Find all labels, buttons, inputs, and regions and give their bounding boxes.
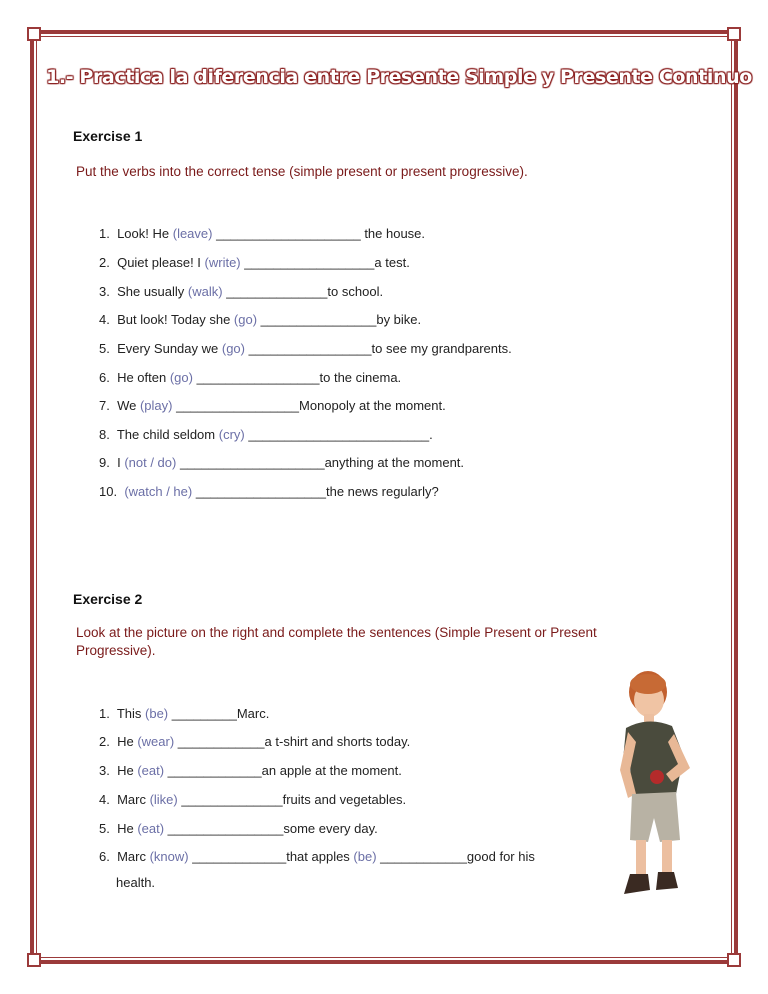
exercise-2-item	[99, 763, 402, 778]
verb-hint: (eat)	[137, 821, 165, 836]
answer-blank[interactable]: ________________	[164, 821, 284, 836]
answer-blank[interactable]: ____________	[376, 849, 467, 864]
item-text: to school.	[327, 284, 384, 299]
item-text: to the cinema.	[319, 370, 402, 385]
item-text: some every day.	[283, 821, 378, 836]
verb-hint: (cry)	[218, 427, 245, 442]
answer-blank[interactable]: _________________	[244, 341, 372, 356]
answer-blank[interactable]: ________________	[257, 312, 377, 327]
boy-picture	[614, 670, 714, 906]
item-number: 1.	[99, 226, 110, 241]
item-text: Marc	[117, 849, 150, 864]
exercise-1-item	[99, 312, 421, 327]
item-number: 8.	[99, 427, 110, 442]
verb-hint: (walk)	[187, 284, 223, 299]
verb-hint: (play)	[139, 398, 173, 413]
item-text: by bike.	[376, 312, 422, 327]
exercise-2-instructions-line2: Progressive).	[76, 643, 156, 658]
item-number: 6.	[99, 370, 110, 385]
frame-corner	[27, 953, 41, 967]
exercise-1-item	[99, 255, 410, 270]
answer-blank[interactable]: _____________	[188, 849, 287, 864]
exercise-1-heading: Exercise 1	[73, 128, 143, 144]
item-text: He often	[117, 370, 170, 385]
exercise-2-heading: Exercise 2	[73, 591, 143, 607]
item-number: 4.	[99, 312, 110, 327]
exercise-2-instructions-line1: Look at the picture on the right and complete the sentences (Simple Present or Present	[76, 625, 597, 640]
verb-hint: (go)	[169, 370, 193, 385]
item-text: This	[116, 706, 146, 721]
item-number: 6.	[99, 849, 110, 864]
answer-blank[interactable]: _________________	[172, 398, 300, 413]
item-text: She usually	[117, 284, 188, 299]
item-text: .	[429, 427, 433, 442]
verb-hint: (eat)	[137, 763, 165, 778]
verb-hint: (go)	[233, 312, 258, 327]
verb-hint: (leave)	[172, 226, 213, 241]
verb-hint: (write)	[204, 255, 241, 270]
verb-hint: (not / do)	[124, 455, 177, 470]
item-text: that apples	[286, 849, 354, 864]
frame-corner	[727, 953, 741, 967]
answer-blank[interactable]: __________________	[240, 255, 375, 270]
item-text: the news regularly?	[326, 484, 439, 499]
exercise-1-item	[99, 484, 439, 499]
verb-hint: (know)	[149, 849, 189, 864]
exercise-1-item	[99, 398, 446, 413]
exercise-2-item	[99, 849, 535, 864]
item-number: 5.	[99, 341, 110, 356]
exercise-1-instructions: Put the verbs into the correct tense (simple present or present progressive).	[76, 164, 528, 179]
answer-blank[interactable]: ______________	[177, 792, 283, 807]
verb-hint: (be)	[353, 849, 377, 864]
item-text: Marc	[117, 792, 150, 807]
item-text: good for his	[466, 849, 535, 864]
item-number: 9.	[99, 455, 110, 470]
item-text: He	[117, 763, 138, 778]
answer-blank[interactable]: ______________	[222, 284, 328, 299]
frame-corner	[727, 27, 741, 41]
item-text: Quiet please! I	[117, 255, 205, 270]
item-text: I	[117, 455, 125, 470]
item-number: 1.	[99, 706, 110, 721]
item-text: an apple at the moment.	[261, 763, 402, 778]
verb-hint: (watch / he)	[124, 484, 193, 499]
answer-blank[interactable]: _________________________	[244, 427, 430, 442]
exercise-2-item	[99, 792, 406, 807]
item-text: But look! Today she	[117, 312, 234, 327]
item-text: a t-shirt and shorts today.	[264, 734, 411, 749]
item-text: We	[117, 398, 140, 413]
item-text: a test.	[374, 255, 410, 270]
exercise-1-item	[99, 370, 401, 385]
item-number: 2.	[99, 255, 110, 270]
item-text: He	[117, 821, 138, 836]
item-text: the house.	[364, 226, 426, 241]
item-number: 10.	[99, 484, 118, 499]
page-title: 1.- Practica la diferencia entre Presente Simple y Presente Continuo	[46, 66, 752, 88]
answer-blank[interactable]: ____________________	[176, 455, 325, 470]
item-number: 2.	[99, 734, 110, 749]
verb-hint: (go)	[221, 341, 245, 356]
item-number: 5.	[99, 821, 110, 836]
answer-blank[interactable]: _________	[168, 706, 237, 721]
verb-hint: (like)	[149, 792, 178, 807]
verb-hint: (be)	[145, 706, 169, 721]
item-number: 7.	[99, 398, 110, 413]
item-text: anything at the moment.	[324, 455, 465, 470]
exercise-1-item	[99, 284, 383, 299]
answer-blank[interactable]: ____________	[174, 734, 265, 749]
item-text: The child seldom	[116, 427, 219, 442]
item-text: fruits and vegetables.	[282, 792, 407, 807]
item-text: Monopoly at the moment.	[299, 398, 446, 413]
answer-blank[interactable]: _________________	[192, 370, 320, 385]
frame-corner	[27, 27, 41, 41]
item-number: 3.	[99, 284, 110, 299]
exercise-2-item	[99, 821, 378, 836]
item-text: Marc.	[236, 706, 270, 721]
verb-hint: (wear)	[137, 734, 175, 749]
exercise-2-item	[99, 706, 269, 721]
item-text: Every Sunday we	[117, 341, 222, 356]
item-number: 4.	[99, 792, 110, 807]
item-text: to see my grandparents.	[371, 341, 512, 356]
exercise-1-item	[99, 427, 433, 442]
exercise-2-item-continuation: health.	[116, 875, 156, 890]
answer-blank[interactable]: _____________	[164, 763, 262, 778]
exercise-1-item	[99, 341, 512, 356]
item-number: 3.	[99, 763, 110, 778]
answer-blank[interactable]: __________________	[192, 484, 326, 499]
exercise-1-item	[99, 226, 425, 241]
answer-blank[interactable]: ____________________	[212, 226, 365, 241]
exercise-1-item	[99, 455, 464, 470]
item-text: Look! He	[117, 226, 173, 241]
item-text: He	[117, 734, 138, 749]
exercise-2-item	[99, 734, 410, 749]
